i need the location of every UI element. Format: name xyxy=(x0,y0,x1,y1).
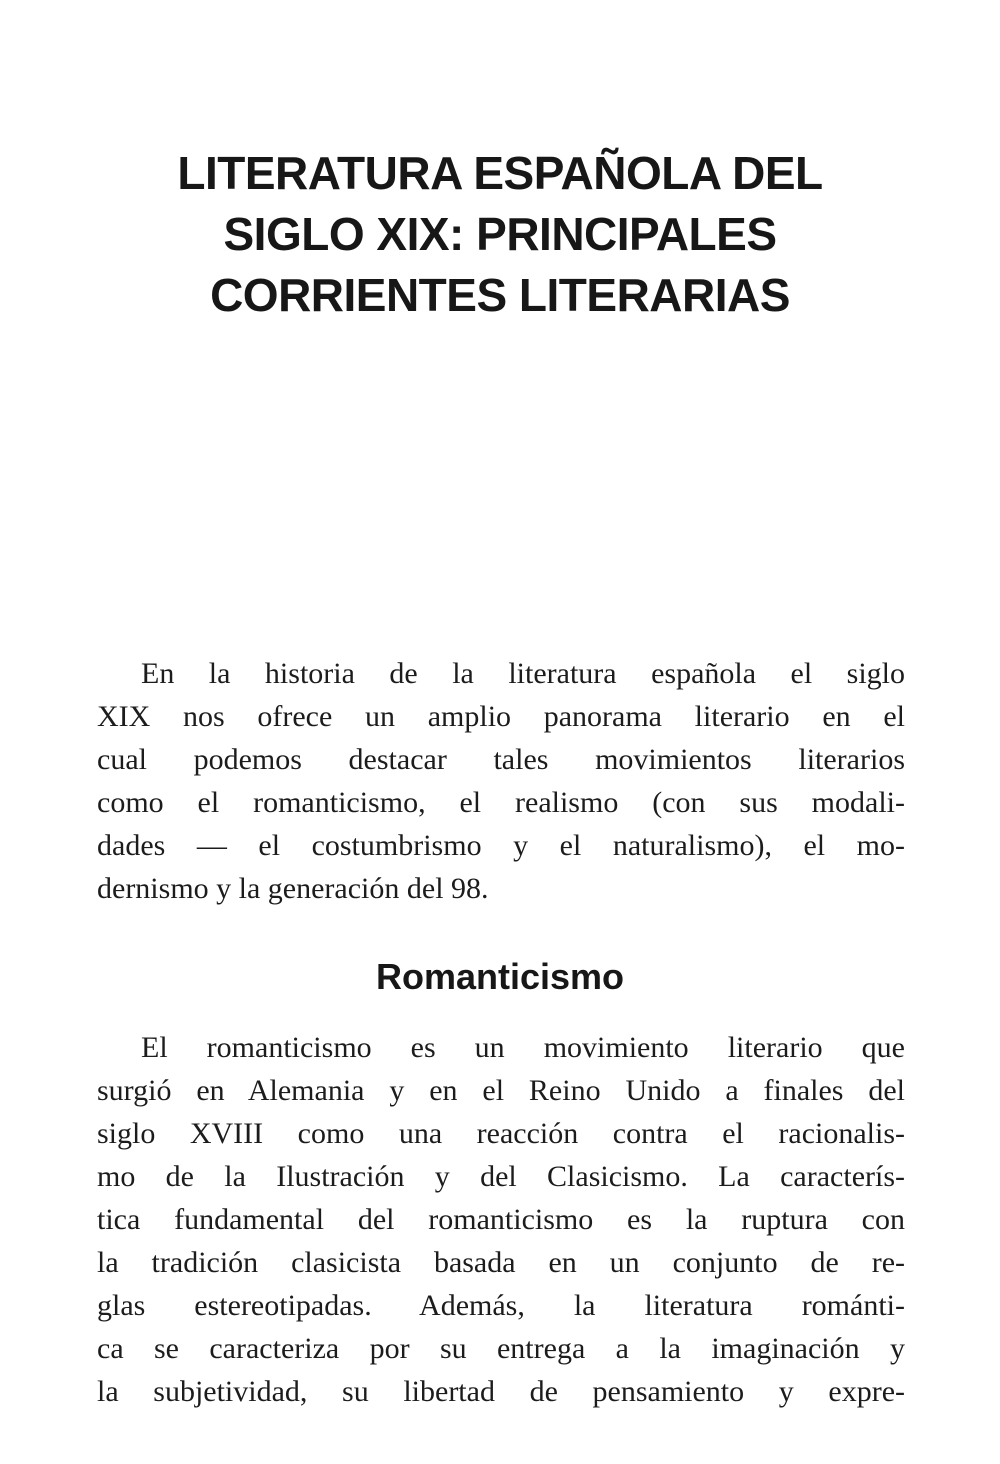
text-line: CORRIENTES LITERARIAS xyxy=(210,269,790,321)
text-line: XIX nos ofrece un amplio panorama literario en el xyxy=(97,700,905,733)
text-line: como el romanticismo, el realismo (con sus modali- xyxy=(97,786,905,819)
romanticismo-paragraph xyxy=(97,1026,905,1413)
text-line: glas estereotipadas. Además, la literatura románti- xyxy=(97,1289,905,1322)
text-line: siglo XVIII como una reacción contra el racionalis- xyxy=(97,1117,905,1150)
intro-paragraph xyxy=(97,652,905,910)
text-line: El romanticismo es un movimiento literario que xyxy=(141,1031,905,1064)
text-line: LITERATURA ESPAÑOLA DEL xyxy=(177,147,823,199)
text-line: tica fundamental del romanticismo es la ruptura con xyxy=(97,1203,905,1236)
text-line: dades — el costumbrismo y el naturalismo), el mo- xyxy=(97,829,905,862)
text-line: dernismo y la generación del 98. xyxy=(97,872,489,905)
text-line: cual podemos destacar tales movimientos literarios xyxy=(97,743,905,776)
text-line: SIGLO XIX: PRINCIPALES xyxy=(223,208,777,260)
text-line: la tradición clasicista basada en un conjunto de re- xyxy=(97,1246,905,1279)
text-line: la subjetividad, su libertad de pensamiento y expre- xyxy=(97,1375,905,1408)
text-line: ca se caracteriza por su entrega a la imaginación y xyxy=(97,1332,905,1365)
text-line: mo de la Ilustración y del Clasicismo. La caracterís- xyxy=(97,1160,905,1193)
text-line: surgió en Alemania y en el Reino Unido a finales del xyxy=(97,1074,905,1107)
page-title xyxy=(60,143,940,326)
text-line: En la historia de la literatura española el siglo xyxy=(141,657,905,690)
section-heading-romanticismo: Romanticismo xyxy=(375,956,625,997)
